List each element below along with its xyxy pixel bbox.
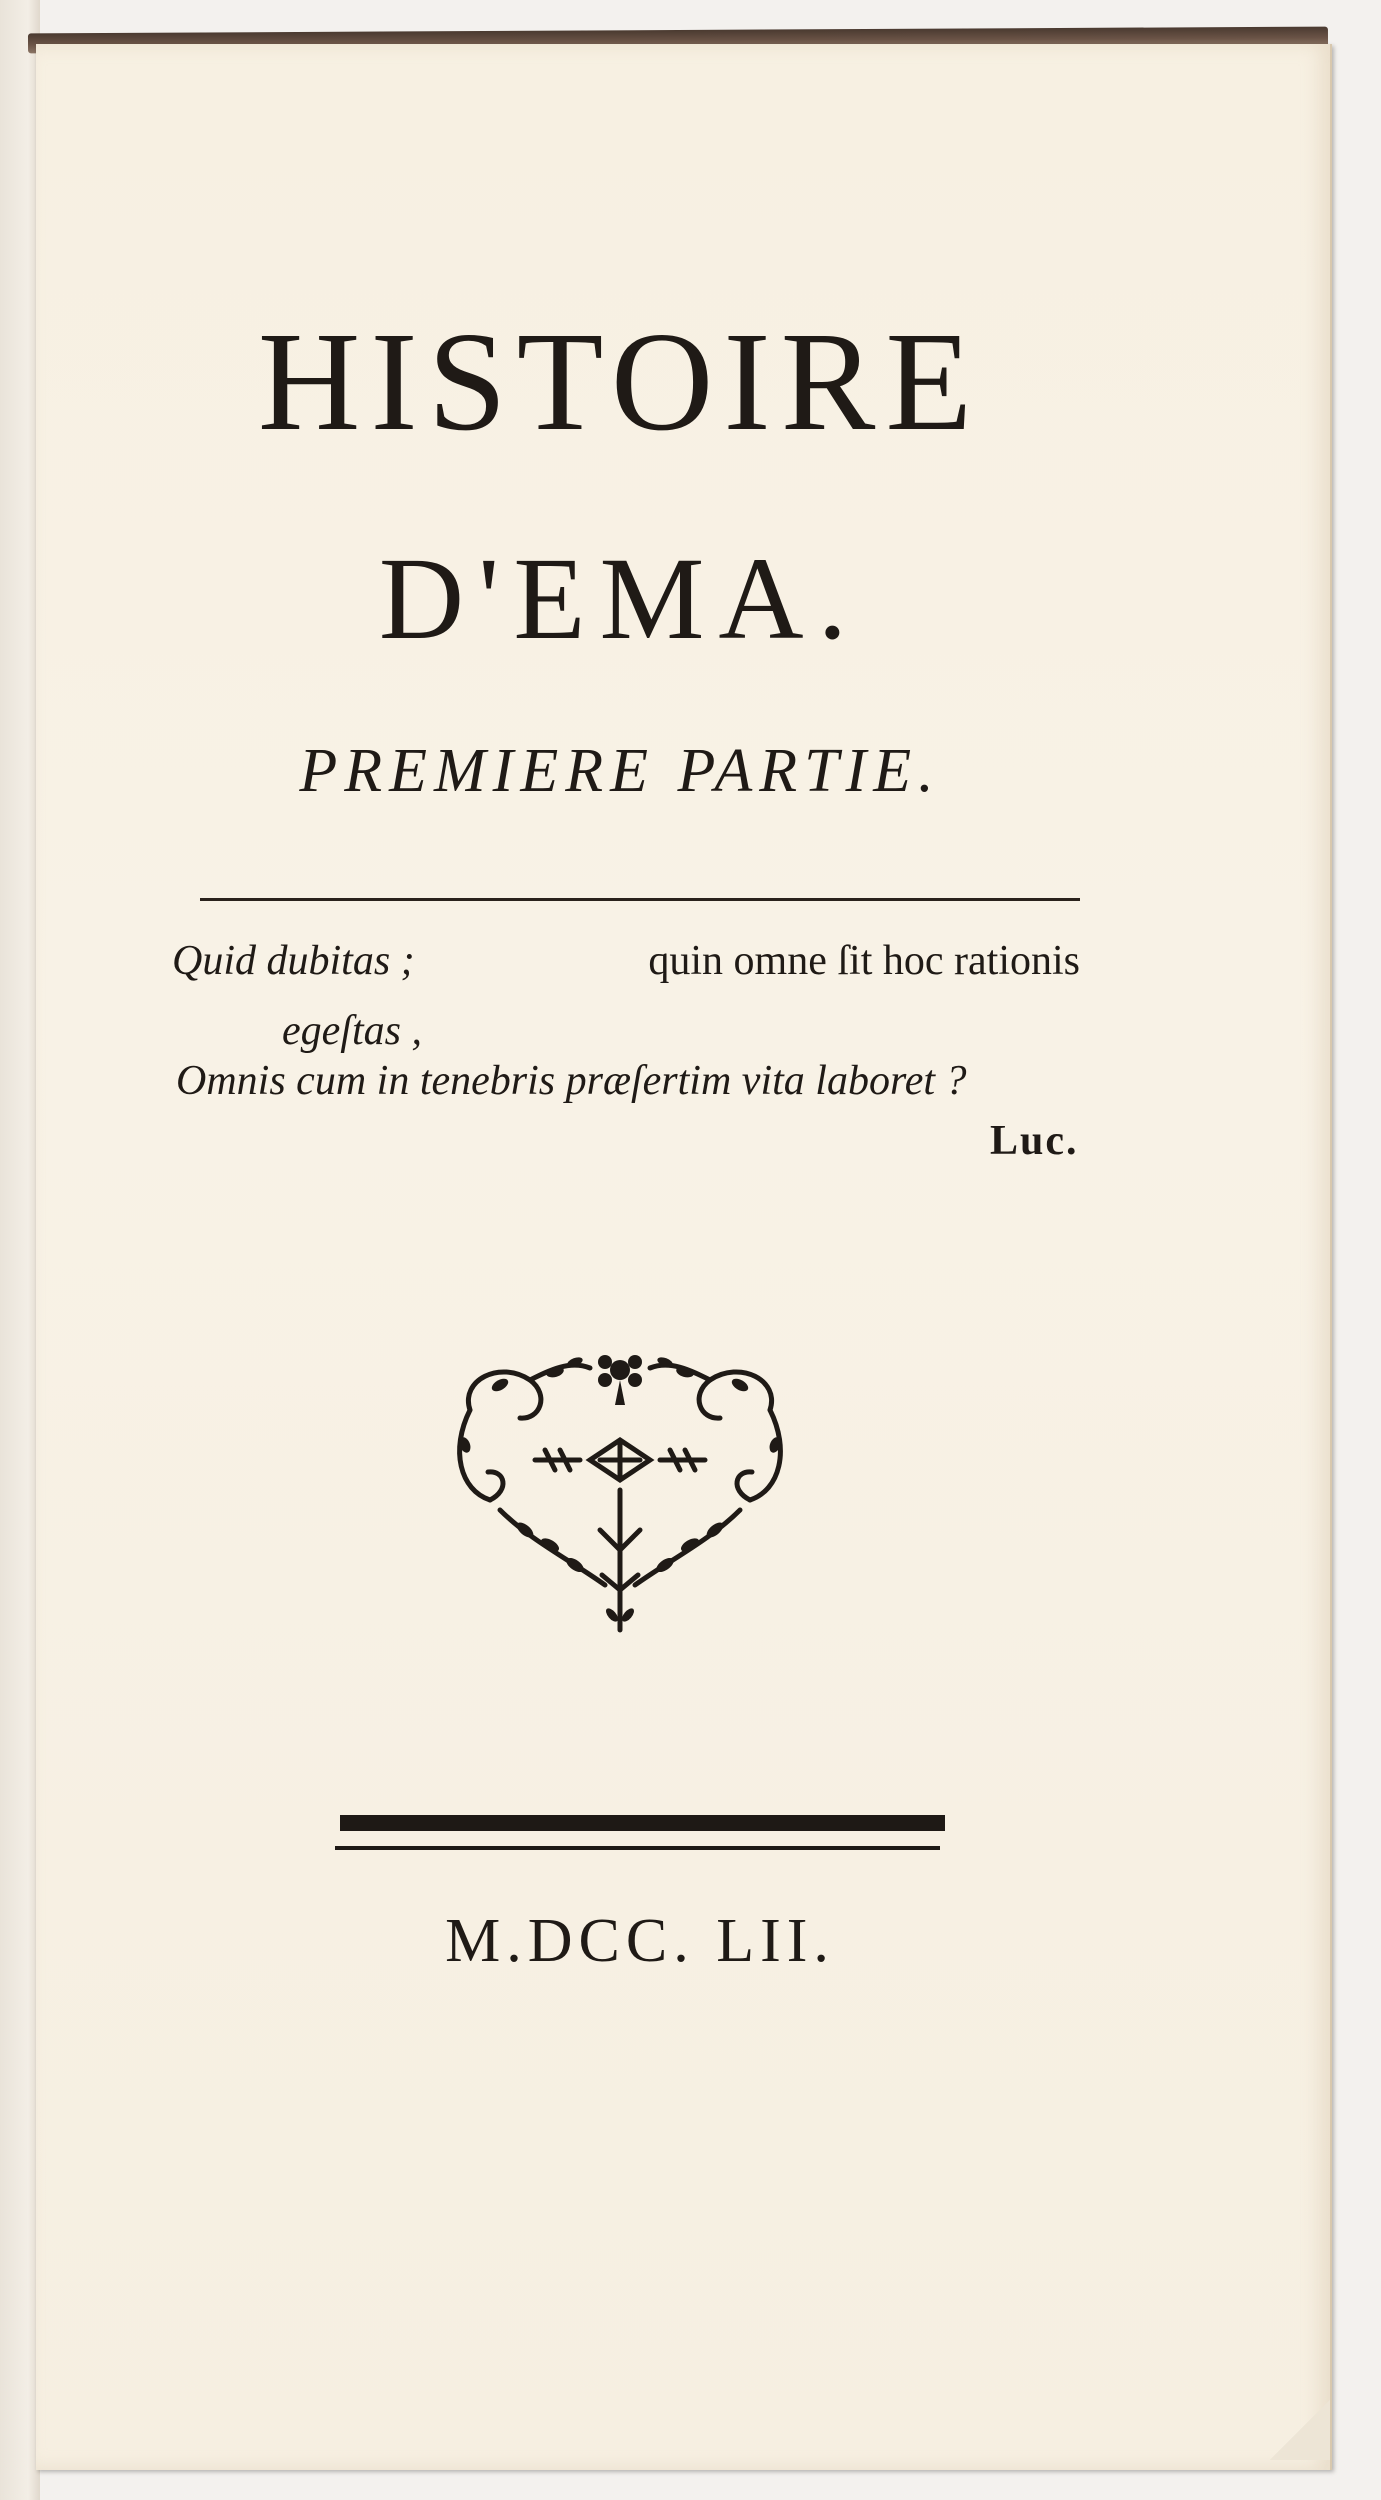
epigraph-line-1-part-b: quin omne ſit hoc rationis bbox=[648, 938, 1080, 984]
title-line-1: HISTOIRE bbox=[257, 302, 983, 460]
epigraph-line-2: egeſtas , bbox=[282, 1008, 422, 1054]
page-corner-fold bbox=[1270, 2400, 1330, 2460]
epigraph-attribution: Luc. bbox=[990, 1118, 1079, 1164]
epigraph-line-1-part-a: Quid dubitas ; bbox=[172, 938, 415, 984]
facing-page-edge bbox=[0, 0, 40, 2500]
separator-rule bbox=[200, 898, 1080, 901]
title-line-2: D'EMA. bbox=[378, 533, 862, 664]
epigraph-line-3: Omnis cum in tenebris præſertim vita laboret ? bbox=[176, 1058, 967, 1104]
thick-rule bbox=[340, 1815, 945, 1831]
epigraph-line-1 bbox=[172, 940, 1080, 982]
imprint-date: M.DCC. LII. bbox=[445, 1907, 835, 1975]
thin-rule bbox=[335, 1846, 940, 1850]
floral-fleuron-ornament-icon bbox=[440, 1340, 800, 1640]
subtitle: PREMIERE PARTIE. bbox=[299, 737, 941, 805]
